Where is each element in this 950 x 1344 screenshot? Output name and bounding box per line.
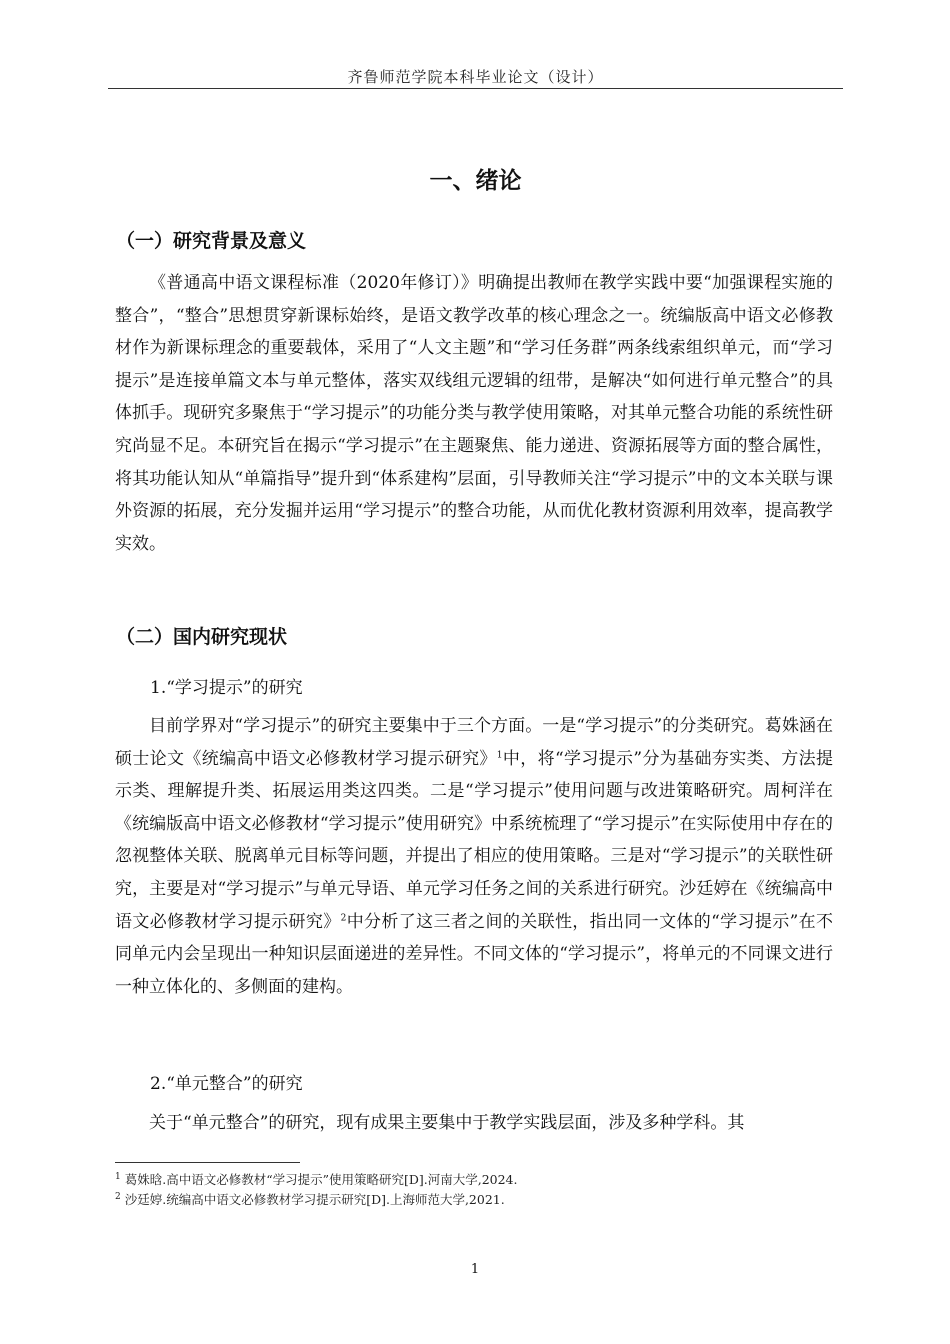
footnote-text: 沙廷婷.统编高中语文必修教材学习提示研究[D].上海师范大学,2021. (124, 1192, 505, 1207)
footnote-mark: 1 (115, 1171, 121, 1182)
footnote-1 (115, 1170, 517, 1188)
paragraph-text-part-a: 目前学界对“学习提示”的研究主要集中于三个方面。一是“学习提示”的分类研究。葛姝涵在硕士论文《统编高中语文必修教材学习提示研究》 (115, 716, 833, 769)
subsection-heading-learning-tips: 1.“学习提示”的研究 (150, 678, 303, 698)
paragraph-background: 《普通高中语文课程标准（2020年修订）》明确提出教师在教学实践中要“加强课程实施的整合”，“整合”思想贯穿新课标始终，是语文教学改革的核心理念之一。统编版高中语文必修教材作为新课标理念的重要载体，采用了“人文主题”和“学习任务群”两条线索组织单元，而“学习提示”是连接单篇文本与单元整体，落实双线组元逻辑的纽带，是解决“如何进行单元整合”的具体抓手。现研究多聚焦于“学习提示”的功能分类与教学使用策略，对其单元整合功能的系统性研究尚显不足。本研究旨在揭示“学习提示”在主题聚焦、能力递进、资源拓展等方面的整合属性，将其功能认知从“单篇指导”提升到“体系建构”层面，引导教师关注“学习提示”中的文本关联与课外资源的拓展，充分发掘并运用“学习提示”的整合功能，从而优化教材资源利用效率，提高教学实效。 (115, 273, 833, 554)
paragraph-text-part-b: 中，将“学习提示”分为基础夯实类、方法提示类、理解提升类、拓展运用类这四类。二是“学习提示”使用问题与改进策略研究。周柯洋在《统编版高中语文必修教材“学习提示”使用研究》中系统梳理了“学习提示”在实际使用中存在的忽视整体关联、脱离单元目标等问题，并提出了相应的使用策略。三是对“学习提示”的关联性研究，主要是对“学习提示”与单元导语、单元学习任务之间的关系进行研究。沙廷婷在《统编高中语文必修教材学习提示研究》 (115, 748, 833, 932)
paragraph-text-part-c: 中分析了这三者之间的关联性，指出同一文体的“学习提示”在不同单元内会呈现出一种知识层面递进的差异性。不同文体的“学习提示”，将单元的不同课文进行一种立体化的、多侧面的建构。 (115, 911, 833, 997)
header-rule (108, 88, 843, 89)
chapter-title: 一、绪论 (429, 168, 522, 194)
subsection-heading-unit-integration: 2.“单元整合”的研究 (150, 1074, 303, 1094)
running-header: 齐鲁师范学院本科毕业论文（设计） (347, 68, 604, 86)
footnote-ref-2: 2 (340, 912, 347, 923)
section-heading-domestic-research: （二）国内研究现状 (116, 626, 288, 648)
footnote-text: 葛姝晗.高中语文必修教材“学习提示”使用策略研究[D].河南大学,2024. (124, 1172, 518, 1187)
footnote-2 (115, 1190, 505, 1208)
section-heading-background: （一）研究背景及意义 (116, 230, 307, 252)
page-number: 1 (470, 1262, 480, 1277)
paragraph-learning-tips-research (115, 710, 833, 1003)
footnote-mark: 2 (115, 1191, 121, 1202)
footnote-separator (115, 1162, 300, 1163)
footnote-ref-1: 1 (496, 749, 503, 760)
paragraph-unit-integration: 关于“单元整合”的研究，现有成果主要集中于教学实践层面，涉及多种学科。其 (149, 1113, 745, 1133)
